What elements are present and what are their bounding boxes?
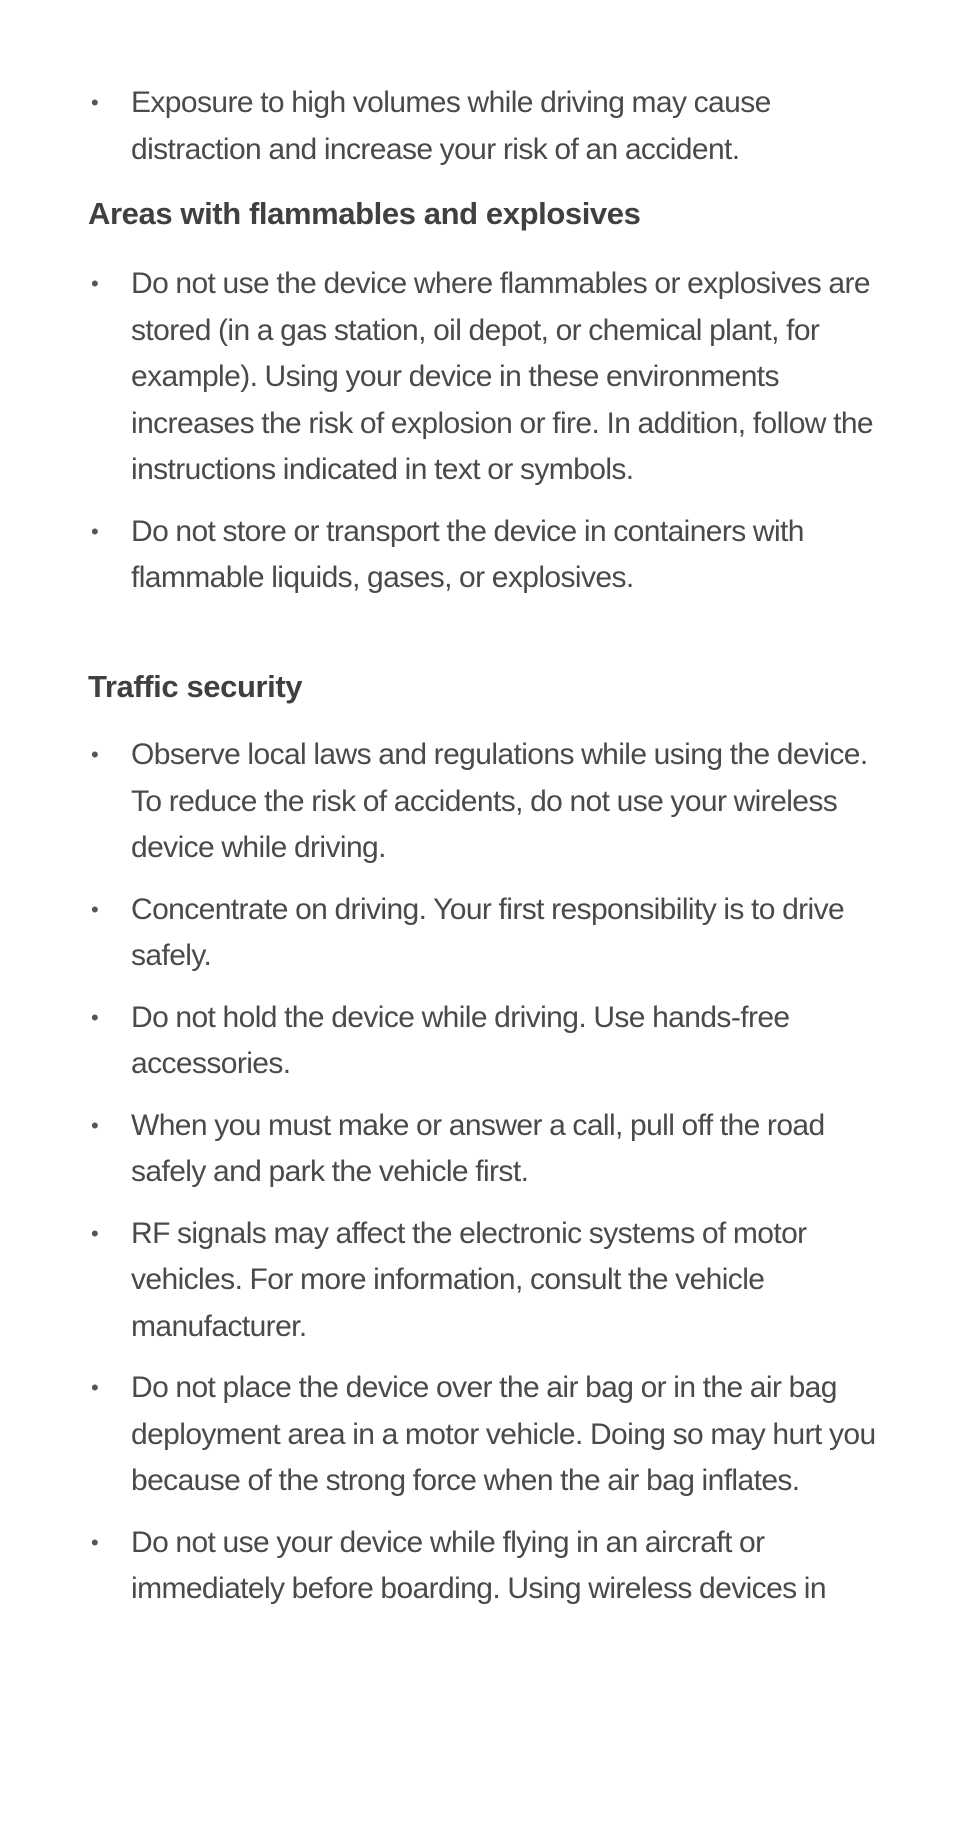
list-item-text: Do not place the device over the air bag or in the air bag deployment area in a motor vehicle. Doing so may hurt you because of the strong force when the air bag inflates. [131,1371,876,1497]
bullet-icon: • [91,271,99,296]
list-item-text: Do not use your device while flying in an aircraft or immediately before boarding. Using wireless devices in [131,1525,826,1605]
list-item [0,732,954,872]
list-item [0,1365,954,1505]
bullet-icon: • [91,1375,99,1400]
list-item-text: Do not store or transport the device in containers with flammable liquids, gases, or explosives. [131,514,804,594]
list-item [0,261,954,494]
bullet-icon: • [91,1004,99,1030]
bullet-icon: • [91,896,99,922]
list-item-text: RF signals may affect the electronic systems of motor vehicles. For more information, consult the vehicle manufacturer. [131,1216,807,1343]
flammables-section [0,261,954,617]
list-item [0,509,954,602]
list-item-text: Do not use the device where flammables or explosives are stored (in a gas station, oil depot, or chemical plant, for example). Using your device in these environments increases the risk of explosion or fire. In addition, follow the instructions indicated in text or symbols. [131,267,874,486]
bullet-icon: • [91,1220,99,1246]
list-item [0,995,954,1088]
section-heading-flammables: Areas with flammables and explosives [88,196,641,231]
list-item [0,1211,954,1351]
bullet-list [0,261,954,602]
list-item-text: Concentrate on driving. Your first responsibility is to drive safely. [131,892,845,972]
list-item [0,887,954,980]
list-item-text: Observe local laws and regulations while using the device. To reduce the risk of accidents, do not use your wireless device while driving. [131,738,868,864]
list-item [0,1103,954,1196]
bullet-list [0,732,954,1613]
bullet-icon: • [91,518,99,544]
bullet-list [0,80,954,173]
bullet-icon: • [91,90,99,115]
list-item [0,80,954,173]
list-item [0,1520,954,1613]
list-item-text: When you must make or answer a call, pull off the road safely and park the vehicle first. [131,1108,825,1188]
traffic-section [0,732,954,1628]
bullet-icon: • [91,1529,99,1555]
section-heading-traffic: Traffic security [88,669,303,704]
intro-section [0,80,954,188]
list-item-text: Exposure to high volumes while driving may cause distraction and increase your risk of an accident. [131,86,771,166]
bullet-icon: • [91,742,99,767]
list-item-text: Do not hold the device while driving. Use hands-free accessories. [131,1000,790,1080]
bullet-icon: • [91,1112,99,1138]
